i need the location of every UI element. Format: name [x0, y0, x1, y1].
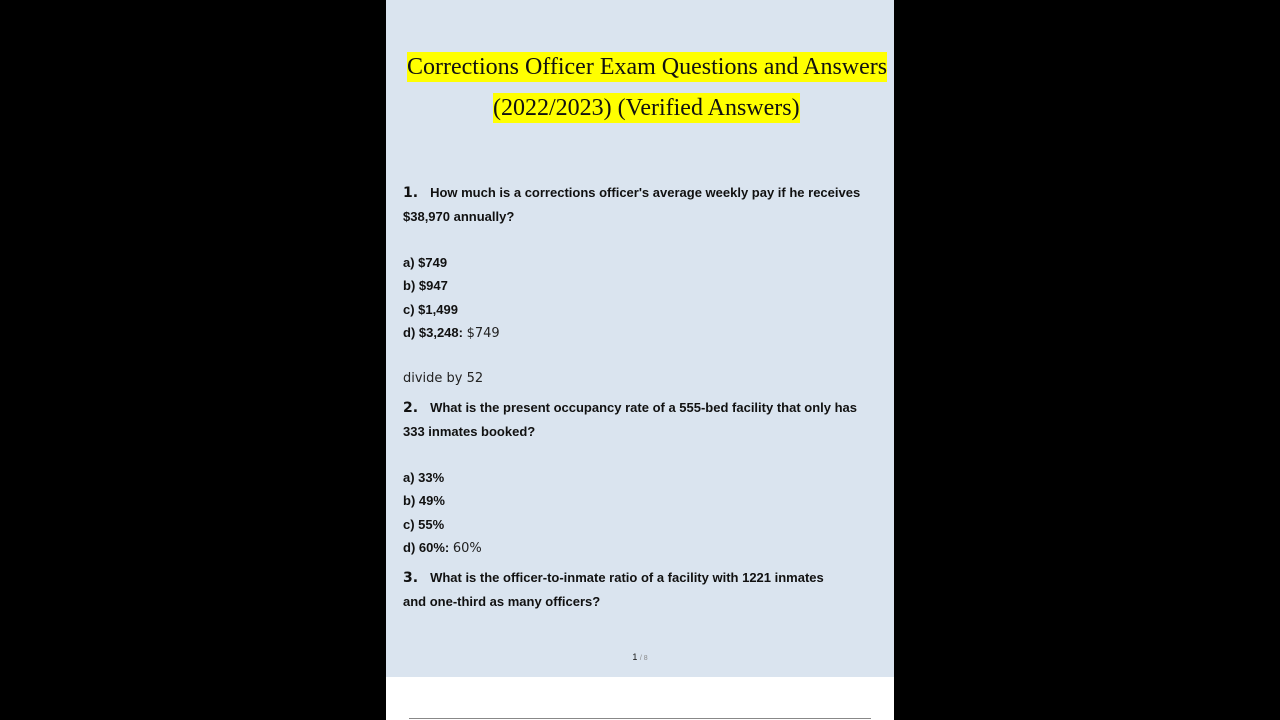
next-page — [386, 677, 894, 720]
option-b: b) 49% — [403, 493, 445, 508]
page-number — [386, 652, 894, 662]
option-d-label: d) $3,248: — [403, 325, 463, 340]
question-3 — [403, 570, 824, 586]
question-number: 3. — [403, 570, 419, 586]
title-line-1: Corrections Officer Exam Questions and Answers — [407, 54, 888, 80]
question-text: What is the present occupancy rate of a 555-bed facility that only has — [430, 400, 858, 415]
title-line-2: (2022/2023) (Verified Answers) — [493, 95, 800, 121]
question-number: 1. — [403, 185, 419, 201]
option-b: b) $947 — [403, 278, 448, 293]
question-text-cont: and one-third as many officers? — [403, 594, 601, 609]
current-page: 1 — [632, 652, 638, 662]
option-d — [403, 540, 482, 557]
question-number: 2. — [403, 400, 419, 416]
option-d-label: d) 60%: — [403, 540, 450, 555]
option-d — [403, 325, 500, 342]
question-text: How much is a corrections officer's average weekly pay if he receives — [430, 185, 861, 200]
option-a: a) $749 — [403, 255, 448, 270]
divider — [409, 718, 871, 719]
question-1 — [403, 185, 860, 201]
option-a: a) 33% — [403, 470, 445, 485]
answer-note: divide by 52 — [403, 371, 484, 386]
answer: $749 — [466, 326, 500, 341]
option-c: c) $1,499 — [403, 302, 458, 317]
total-pages: / 8 — [639, 655, 648, 662]
question-2 — [403, 400, 857, 416]
question-text-cont: 333 inmates booked? — [403, 424, 536, 439]
option-c: c) 55% — [403, 517, 445, 532]
question-text-cont: $38,970 annually? — [403, 209, 515, 224]
document-page — [386, 0, 894, 677]
answer: 60% — [452, 541, 482, 556]
question-text: What is the officer-to-inmate ratio of a facility with 1221 inmates — [430, 570, 824, 585]
